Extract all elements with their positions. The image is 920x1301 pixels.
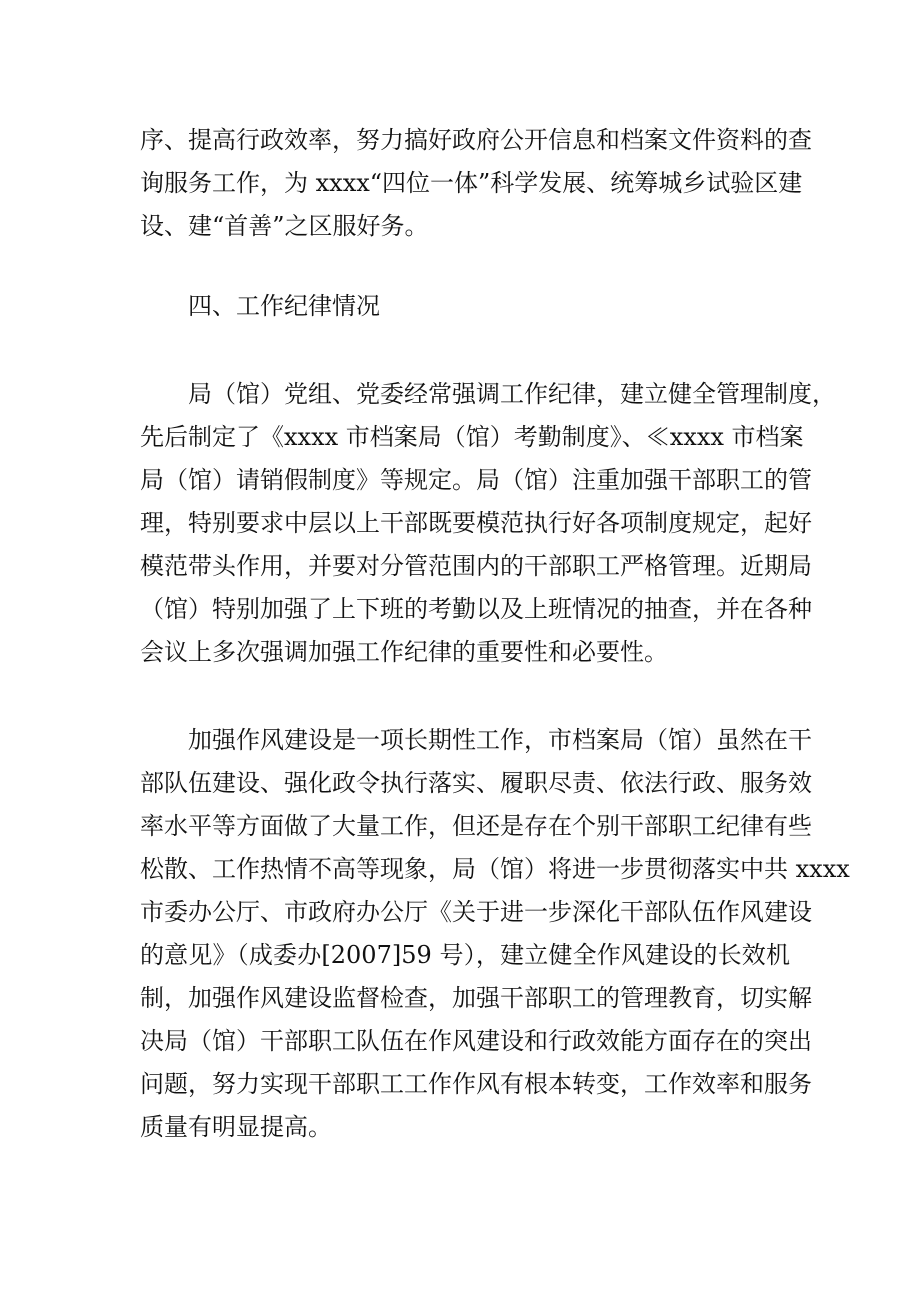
paragraph-line: 的意见》（成委办[2007]59 号），建立健全作风建设的长效机 bbox=[140, 941, 790, 969]
paragraph-line: 制，加强作风建设监督检查，加强干部职工的管理教育，切实解 bbox=[140, 984, 812, 1012]
paragraph-line: 理，特别要求中层以上干部既要模范执行好各项制度规定，起好 bbox=[140, 509, 812, 537]
paragraph-line: 问题，努力实现干部职工工作作风有根本转变，工作效率和服务 bbox=[140, 1070, 812, 1098]
paragraph-line: 会议上多次强调加强工作纪律的重要性和必要性。 bbox=[140, 638, 668, 666]
paragraph-line: 设、建“首善”之区服好务。 bbox=[140, 212, 429, 240]
paragraph-line: 局（馆）请销假制度》等规定。局（馆）注重加强干部职工的管 bbox=[140, 466, 812, 494]
paragraph-line: 询服务工作，为 xxxx“四位一体”科学发展、统筹城乡试验区建 bbox=[140, 169, 803, 197]
paragraph-line: 模范带头作用，并要对分管范围内的干部职工严格管理。近期局 bbox=[140, 552, 812, 580]
paragraph-line: 局（馆）党组、党委经常强调工作纪律，建立健全管理制度， bbox=[188, 380, 836, 408]
paragraph-line: 决局（馆）干部职工队伍在作风建设和行政效能方面存在的突出 bbox=[140, 1027, 812, 1055]
paragraph-line: 松散、工作热情不高等现象，局（馆）将进一步贯彻落实中共 xxxx bbox=[140, 855, 850, 883]
paragraph-line: （馆）特别加强了上下班的考勤以及上班情况的抽查，并在各种 bbox=[140, 595, 812, 623]
paragraph-line: 率水平等方面做了大量工作，但还是存在个别干部职工纪律有些 bbox=[140, 812, 812, 840]
paragraph-line: 加强作风建设是一项长期性工作，市档案局（馆）虽然在干 bbox=[188, 726, 812, 754]
section-heading: 四、工作纪律情况 bbox=[188, 292, 380, 320]
paragraph-line: 市委办公厅、市政府办公厅《关于进一步深化干部队伍作风建设 bbox=[140, 898, 812, 926]
paragraph-line: 序、提高行政效率，努力搞好政府公开信息和档案文件资料的查 bbox=[140, 126, 812, 154]
paragraph-line: 先后制定了《xxxx 市档案局（馆）考勤制度》、≪xxxx 市档案 bbox=[140, 423, 804, 451]
paragraph-line: 质量有明显提高。 bbox=[140, 1113, 332, 1141]
paragraph-line: 部队伍建设、强化政令执行落实、履职尽责、依法行政、服务效 bbox=[140, 769, 812, 797]
